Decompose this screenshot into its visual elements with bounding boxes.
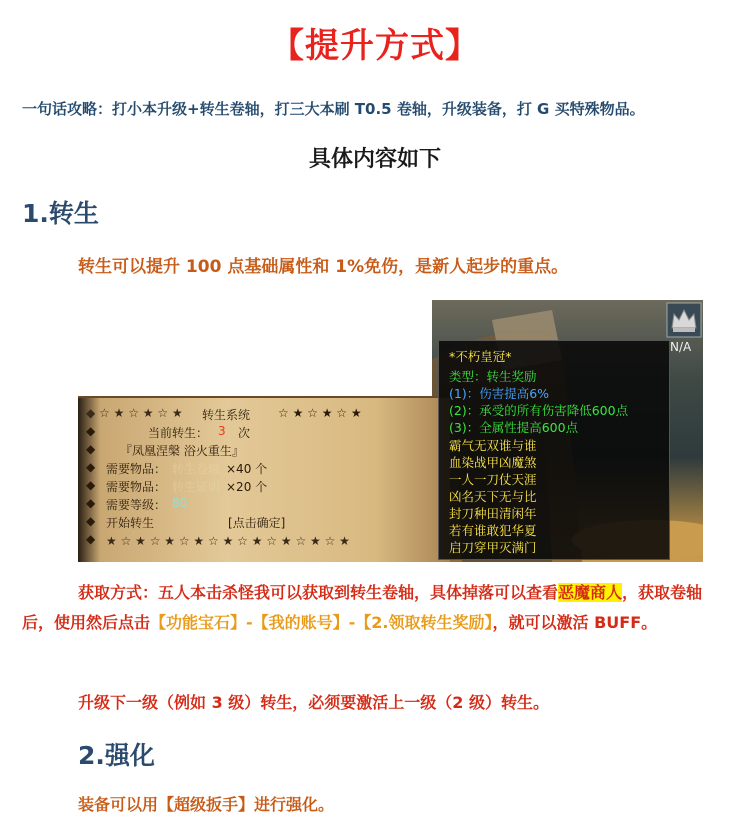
item-attribute: (1)：伤害提高6% xyxy=(449,386,550,401)
tooltip-poem-line: 启刀穿甲灭满门 xyxy=(449,540,537,555)
required-item-name: 转生卷轴 xyxy=(172,462,221,476)
menu-path: 【功能宝石】-【我的账号】-【2.领取转生奖励】 xyxy=(150,613,493,632)
item-level-na: N/A xyxy=(670,340,692,354)
required-item-label: 需要物品： xyxy=(106,480,167,494)
bullet-icon: ◆ xyxy=(86,442,96,456)
current-rebirth-label: 当前转生： xyxy=(148,426,209,440)
required-item-qty: ×40 个 xyxy=(226,462,268,476)
demon-merchant-highlight: 恶魔商人 xyxy=(558,583,623,602)
tooltip-poem-line: 若有谁敢犯华夏 xyxy=(449,523,537,538)
enhance-text: 装备可以用【超级扳手】进行强化。 xyxy=(78,795,335,814)
tooltip-poem-line: 血染战甲凶魔煞 xyxy=(449,455,537,470)
confirm-button[interactable]: [点击确定] xyxy=(228,516,286,530)
strategy-tip: 一句话攻略：打小本升级+转生卷轴，打三大本刷 T0.5 卷轴，升级装备，打 G 买特殊物品。 xyxy=(22,100,645,118)
bullet-icon: ◆ xyxy=(86,478,96,492)
section-rebirth-heading: 1.转生 xyxy=(22,199,99,228)
required-item-label: 需要物品： xyxy=(106,462,167,476)
item-attribute: (2)：承受的所有伤害降低600点 xyxy=(449,403,629,418)
obtain-method-paragraph: 获取方式：五人本击杀怪我可以获取到转生卷轴，具体掉落可以查看恶魔商人，获取卷轴后，使用然后点击【功能宝石】-【我的账号】-【2.领取转生奖励】，就可以激活 BUFF。 xyxy=(22,583,703,632)
panel-star-border: ★ ☆ ★ ☆ ★ ☆ ★ ☆ ★ ☆ ★ ☆ ★ ☆ ★ ☆ ★ xyxy=(106,534,350,548)
bullet-icon: ◆ xyxy=(86,514,96,528)
bullet-icon: ◆ xyxy=(86,460,96,474)
item-tooltip xyxy=(438,340,670,560)
rebirth-system-panel: ◆ ☆ ★ ☆ ★ ☆ ★ 转生系统 ☆ ★ ☆ ★ ☆ ★ ◆ 当前转生： 3 次 ◆ 『凤凰涅槃 浴火重生』 ◆ 需要物品： 转生卷轴 ×40 个 ◆ 需要物品： 转生证明 ×20 个 ◆ 需要等级： 80 ◆ 开始转生 [点击确定] ◆ ★ ☆ ★ ☆ ★ ☆ ★ ☆ ★ ☆ ★ ☆ ★ ☆ ★ ☆ ★ xyxy=(78,396,450,562)
panel-star-border: ◆ ☆ ★ ☆ ★ ☆ ★ xyxy=(86,406,183,420)
item-type: 类型：转生奖励 xyxy=(449,369,537,384)
tooltip-poem-line: 凶名天下无与比 xyxy=(449,489,537,504)
start-rebirth-button[interactable]: 开始转生 xyxy=(106,516,155,530)
game-screenshot xyxy=(78,300,703,562)
rebirth-motto: 『凤凰涅槃 浴火重生』 xyxy=(120,444,244,458)
current-rebirth-value: 3 xyxy=(218,424,226,438)
bullet-icon: ◆ xyxy=(86,424,96,438)
tooltip-poem-line: 霸气无双谁与谁 xyxy=(449,438,537,453)
rebirth-panel-title: 转生系统 xyxy=(202,408,251,422)
item-name: *不朽皇冠* xyxy=(449,349,512,364)
required-item-qty: ×20 个 xyxy=(226,480,268,494)
bullet-icon: ◆ xyxy=(86,532,96,546)
rebirth-intro: 转生可以提升 100 点基础属性和 1%免伤，是新人起步的重点。 xyxy=(78,257,569,277)
required-level-value: 80 xyxy=(172,496,188,510)
tooltip-poem-line: 一人一刀仗天涯 xyxy=(449,472,537,487)
required-item-name: 转生证明 xyxy=(172,480,221,494)
crown-icon xyxy=(666,302,702,338)
section-enhance-heading: 2.强化 xyxy=(78,741,155,770)
upgrade-note: 升级下一级（例如 3 级）转生，必须要激活上一级（2 级）转生。 xyxy=(78,693,549,712)
bullet-icon: ◆ xyxy=(86,496,96,510)
content-subheading: 具体内容如下 xyxy=(308,147,441,172)
page-title: 【提升方式】 xyxy=(270,26,480,66)
item-attribute: (3)：全属性提高600点 xyxy=(449,420,579,435)
tooltip-poem-line: 封刀种田清闲年 xyxy=(449,506,537,521)
required-level-label: 需要等级： xyxy=(106,498,167,512)
